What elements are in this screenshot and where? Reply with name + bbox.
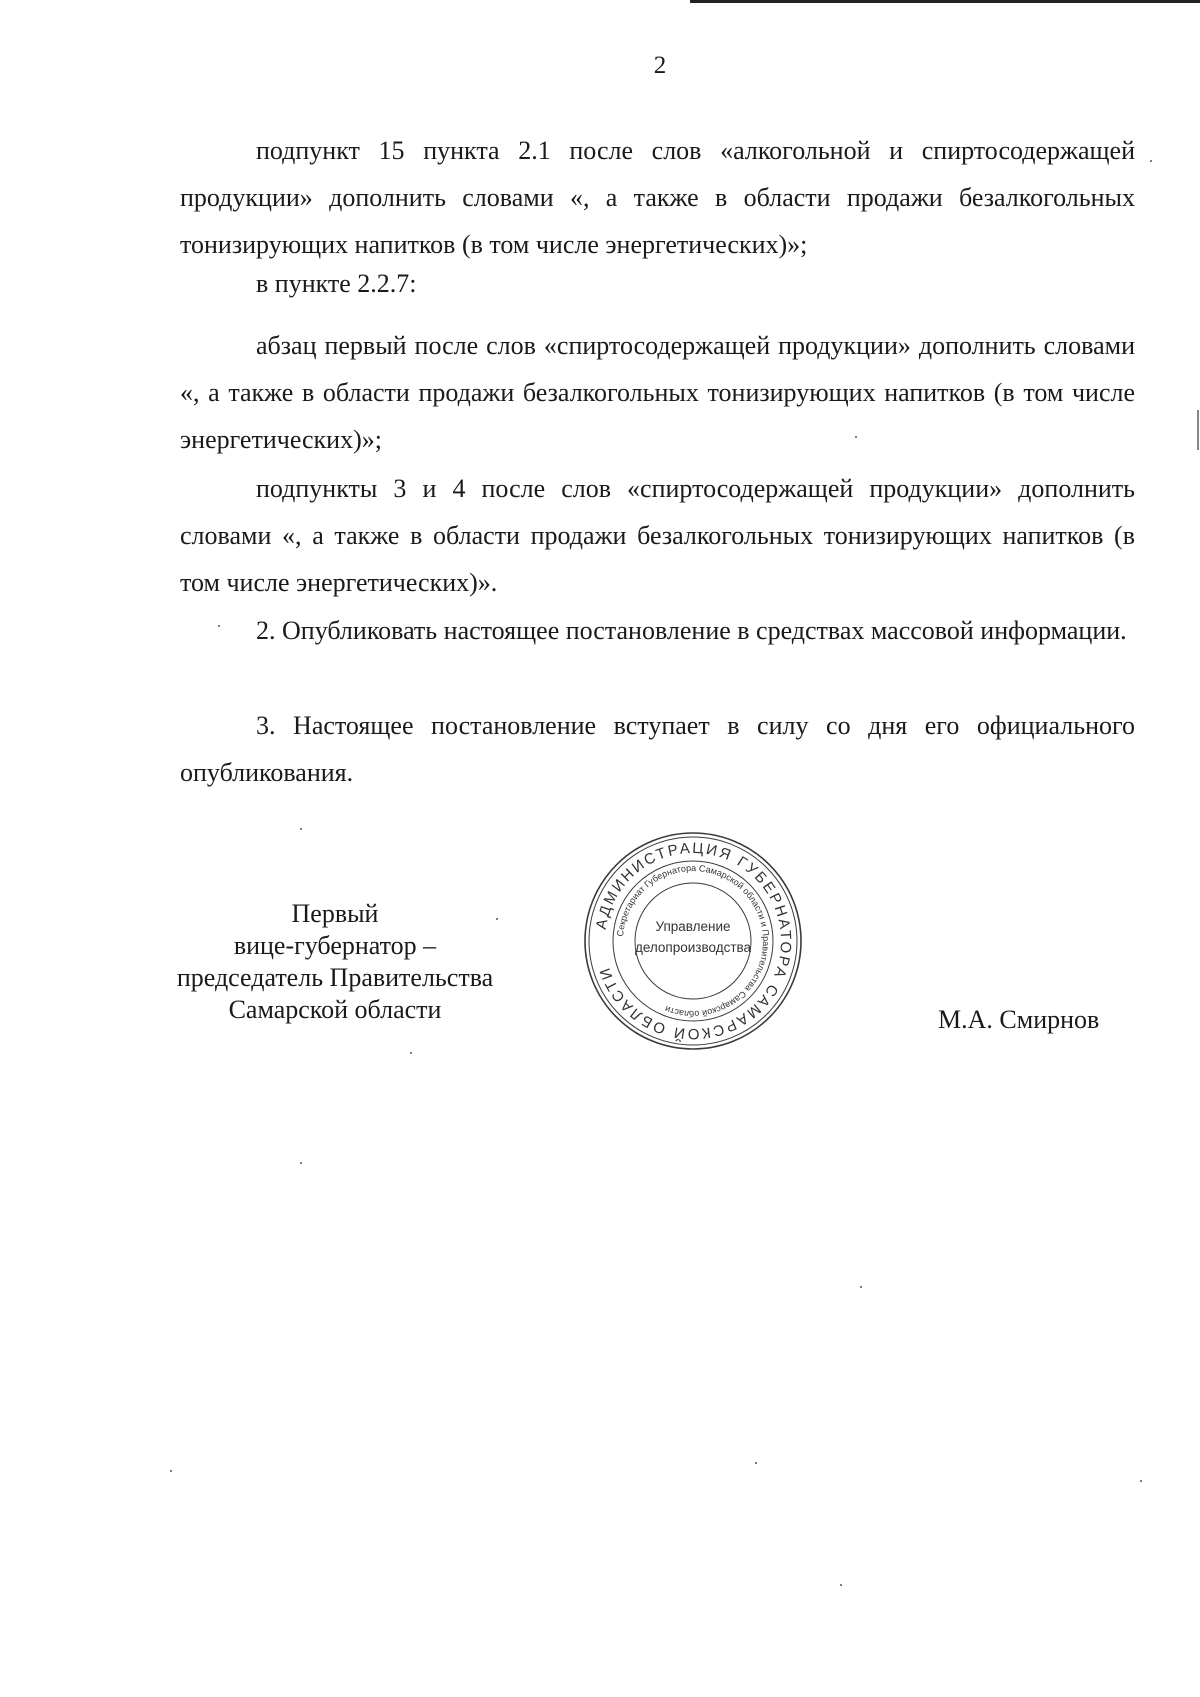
- scan-edge-mark: [1197, 410, 1199, 450]
- scan-speck: [300, 828, 302, 830]
- scan-top-border: [690, 0, 1200, 3]
- stamp-center-line: делопроизводства: [634, 940, 752, 955]
- paragraph-point-2-2-7: в пункте 2.2.7:: [256, 269, 417, 298]
- scan-speck: [855, 436, 857, 438]
- paragraph-first-abzac: абзац первый после слов «спиртосодержащей продукции» дополнить словами «, а также в области продажи безалкогольных тонизирующих напитков (в том числе энергетических)»;: [180, 331, 1135, 454]
- paragraph-subpoint-15: подпункт 15 пункта 2.1 после слов «алкогольной и спиртосодержащей продукции» дополнить словами «, а также в области продажи безалкогольных тонизирующих напитков (в том числе энергетических)»;: [180, 136, 1135, 259]
- scan-speck: [218, 625, 220, 627]
- scan-speck: [300, 1162, 302, 1164]
- paragraph-effective: 3. Настоящее постановление вступает в силу со дня его официального опубликования.: [180, 711, 1135, 787]
- scan-speck: [1140, 1480, 1142, 1482]
- scan-speck: [755, 1462, 757, 1464]
- stamp-ring-text: Секретариат Губернатора Самарской области и Правительства Самарской области: [615, 862, 772, 1020]
- official-stamp: [580, 828, 806, 1054]
- scan-speck: [1150, 160, 1152, 162]
- paragraph-subpoints-3-4: подпункты 3 и 4 после слов «спиртосодержащей продукции» дополнить словами «, а также в области продажи безалкогольных тонизирующих напитков (в том числе энергетических)».: [180, 474, 1135, 597]
- paragraph-publish: 2. Опубликовать настоящее постановление в средствах массовой информации.: [256, 616, 1127, 645]
- signatory-position-line: Самарской области: [228, 995, 442, 1024]
- stamp-center-line: Управление: [655, 919, 731, 934]
- stamp-center: [633, 916, 753, 958]
- scan-speck: [410, 1052, 412, 1054]
- signatory-position-line: вице-губернатор –: [233, 931, 437, 960]
- signatory-position: [150, 898, 520, 1026]
- signatory-position-line: председатель Правительства: [176, 963, 494, 992]
- scan-speck: [840, 1584, 842, 1586]
- scan-speck: [860, 1286, 862, 1288]
- scan-speck: [170, 1470, 172, 1472]
- scan-speck: [496, 918, 498, 920]
- signatory-position-line: Первый: [291, 899, 379, 928]
- page-number: 2: [653, 52, 667, 79]
- signatory-name: М.А. Смирнов: [938, 1005, 1100, 1034]
- stamp-outer-text: АДМИНИСТРАЦИЯ ГУБЕРНАТОРА САМАРСКОЙ ОБЛАСТИ: [592, 839, 795, 1043]
